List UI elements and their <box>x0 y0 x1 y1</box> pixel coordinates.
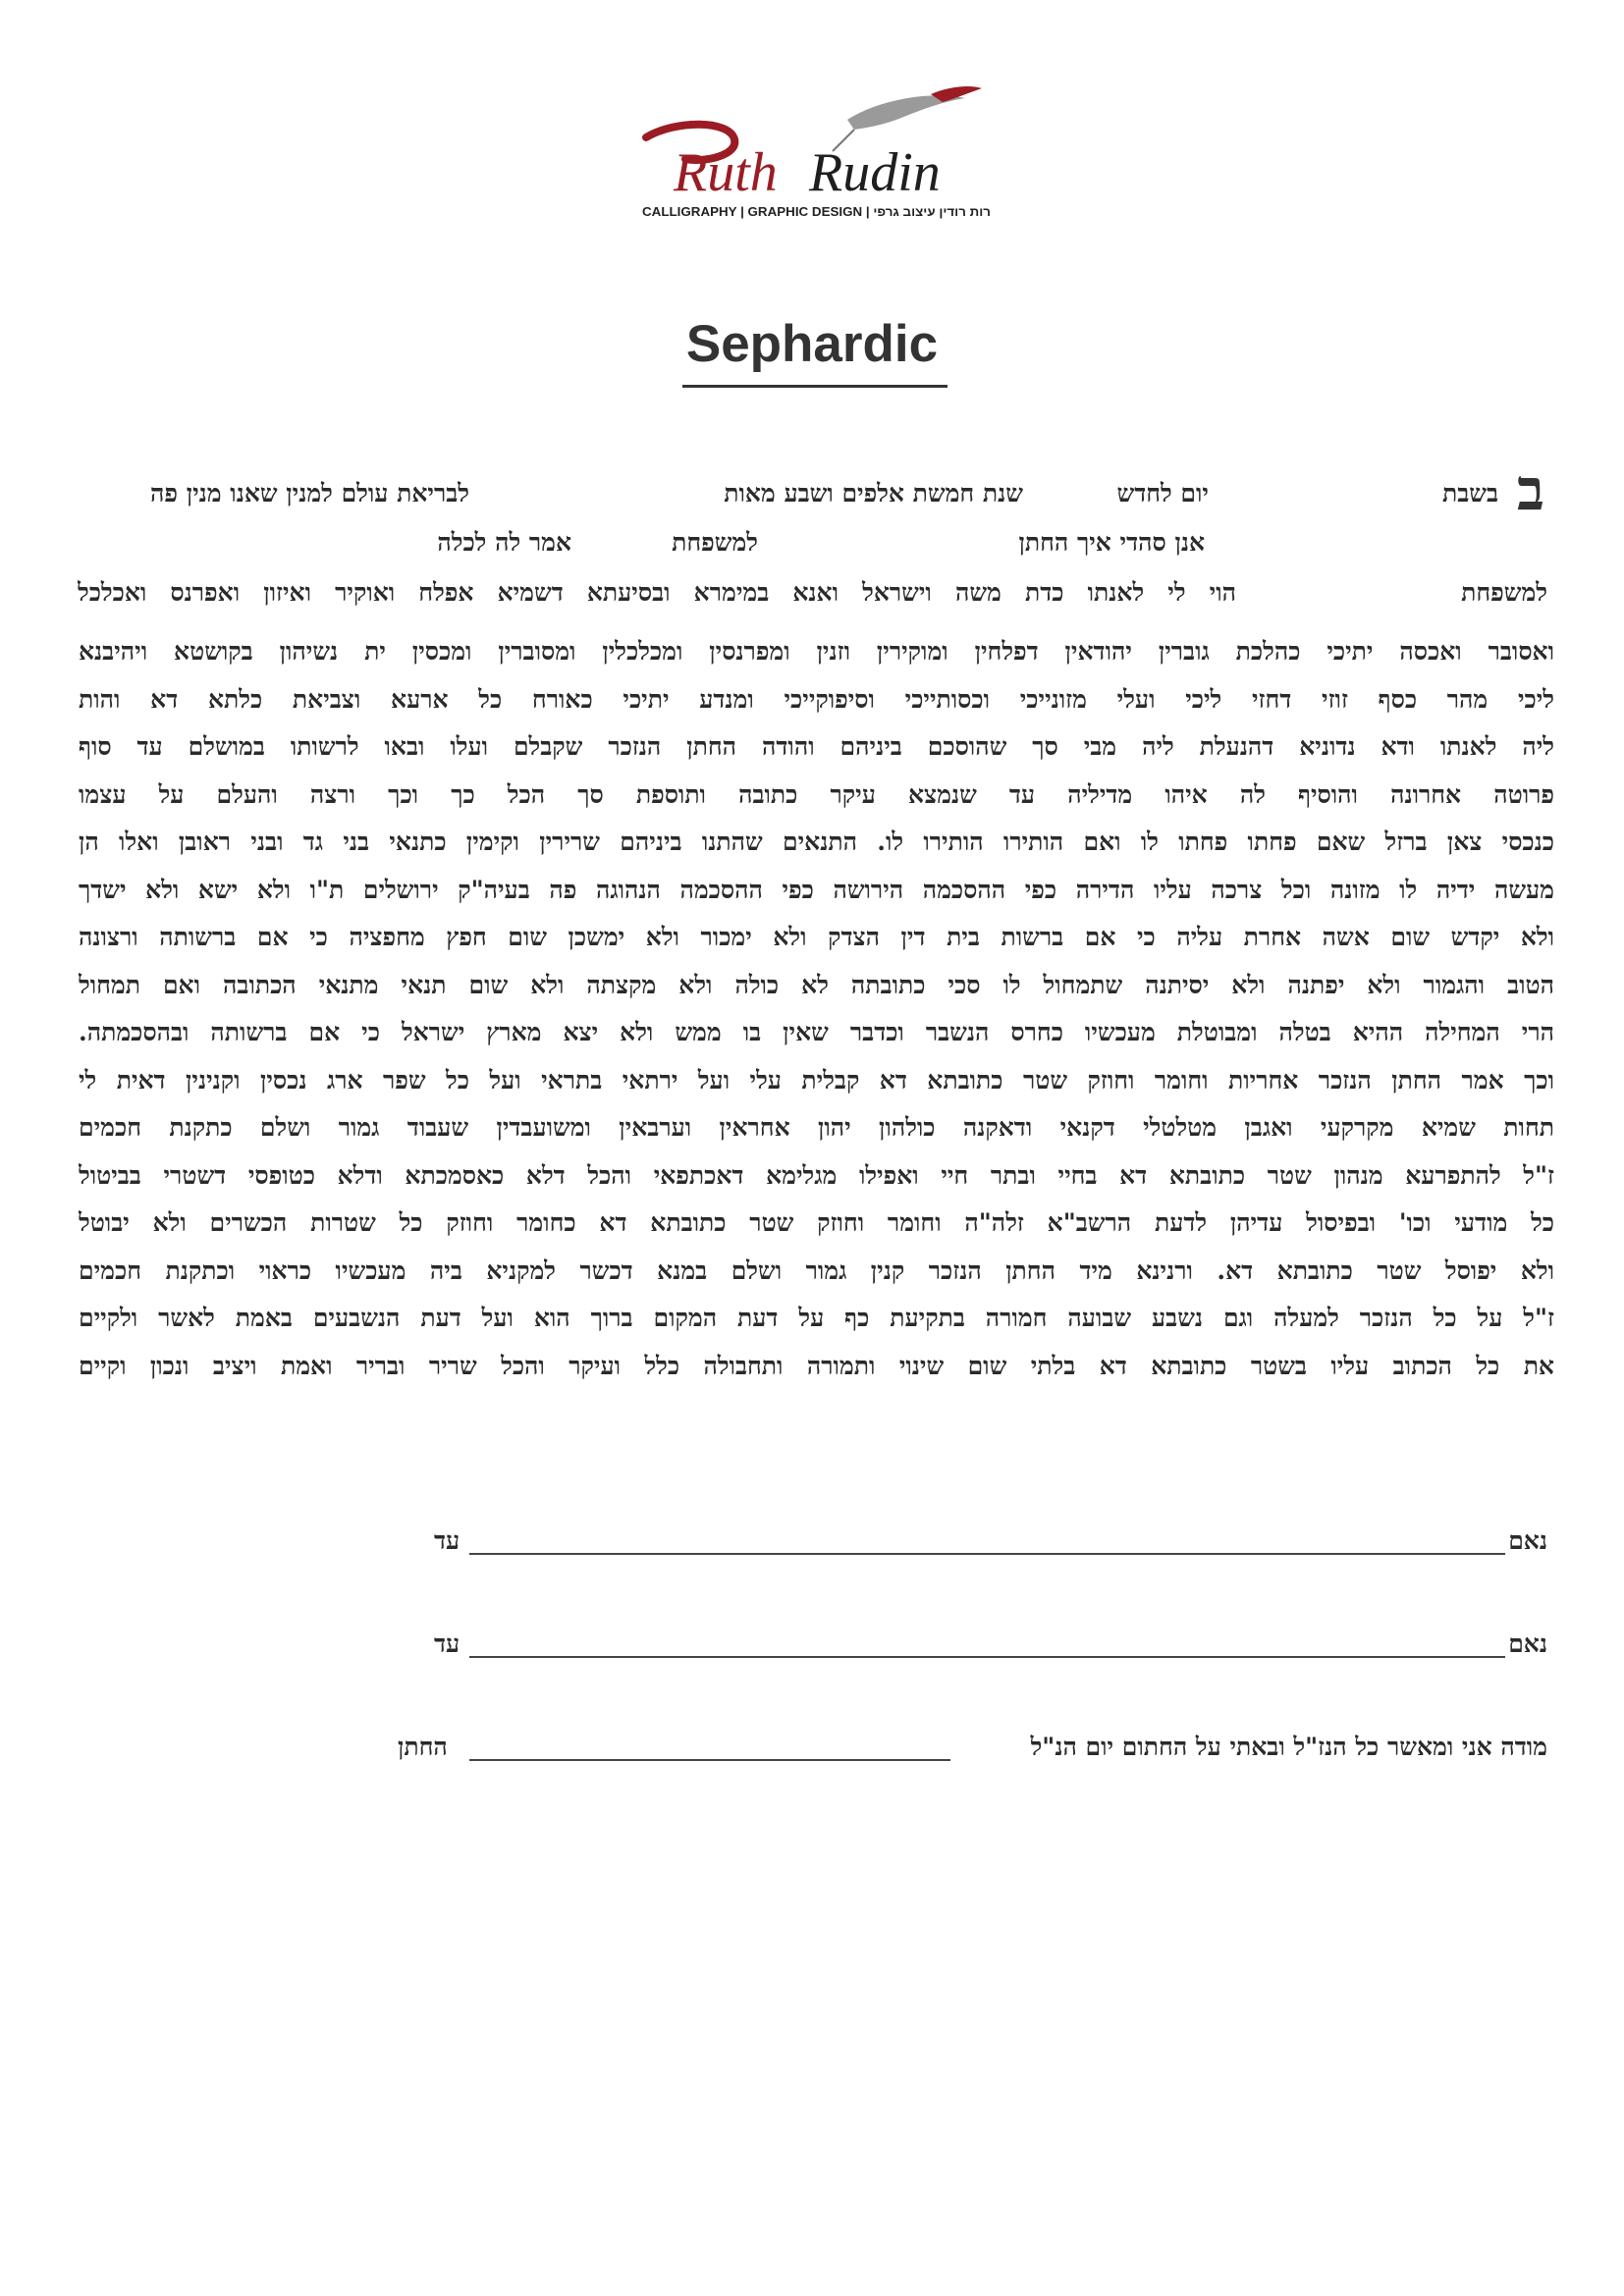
header-line2-b: למשפחת <box>672 528 758 557</box>
header-line3-b: הוי לי לאנתו כדת משה וישראל ואנא במימרא ובסיעתא דשמיא אפלח ואוקיר ואיזון ואפרנס ואכלכל <box>78 578 1236 607</box>
body-line: ז"ל להתפרעא מנהון שטר כתובתא דא בחיי ובתר חיי ואפילו מגלימא דאכתפאי והכל דלא כאסמכתא ודלא כטופסי דשטרי בביטול <box>79 1160 1554 1190</box>
ketubah-body-text <box>79 628 1554 1390</box>
groom-statement: מודה אני ומאשר כל הנז"ל ובאתי על החתום יום הנ"ל <box>1030 1733 1547 1761</box>
witness1-label: עד <box>434 1526 460 1555</box>
body-line: כנכסי צאן ברזל שאם פחתו פחתו לו ואם הותירו הותירו לו. התנאים שהתנו ביניהם שרירין וקימין כתנאי בני גד ובני ראובן ואלו הן <box>79 828 1554 856</box>
logo-name-last: Rudin <box>809 142 941 203</box>
body-line: וכך אמר החתן הנזכר אחריות וחומר וחוזק שטר כתובתא דא קבלית עלי ועל ירתאי בתראי ועל כל שפר ארג נכסין וקנינין דאית לי <box>79 1065 1554 1095</box>
body-line: ולא יקדש שום אשה אחרת עליה כי אם ברשות בית דין הצדק ולא ימכור ולא ימשכן שום חפץ מחפציה כי אם ברשותה ורצונה <box>79 923 1554 951</box>
witness2-signature-line[interactable] <box>469 1656 1505 1658</box>
body-line: ליכי מהר כסף זוזי דחזי ליכי ועלי מזונייכי וכסותייכי וסיפוקייכי ומנדע יתיכי כאורח כל ארעא וצביאת כלתא דא והות <box>79 684 1554 714</box>
witness2-label: עד <box>434 1629 460 1658</box>
header-line1-d: לבריאת עולם למנין שאנו מנין פה <box>150 479 469 507</box>
header-line1-c: שנת חמשת אלפים ושבע מאות <box>724 479 1023 507</box>
body-line: ליה לאנתו ודא נדוניא דהנעלת ליה מבי סך שהוסכם ביניהם והודה החתן הנזכר שקבלם ועלו ובאו לרשותו במושלם עד סוף <box>79 732 1554 761</box>
ruth-rudin-logo <box>636 80 1000 228</box>
body-line: מעשה ידיה לו מזונה וכל צרכה עליו הדירה כפי ההסכמה הירושה כפי ההסכמה הנהוגה פה בעיה"ק ירושלים ת"ו ולא ישא ולא ישדך <box>79 875 1554 904</box>
header-line2-a: אנן סהדי איך החתן <box>1018 528 1205 557</box>
witness1-name-label: נאם <box>1508 1526 1547 1555</box>
groom-label: החתן <box>398 1733 448 1761</box>
body-line: ז"ל על כל הנזכר למעלה וגם נשבע שבועה חמורה בתקיעת כף על דעת המקום ברוך הוא ועל דעת הנשבעים באמת לאשר ולקיים <box>79 1304 1554 1332</box>
groom-signature-line[interactable] <box>469 1759 950 1761</box>
body-line: ולא יפוסל שטר כתובתא דא. ורנינא מיד החתן הנזכר קנין גמור ושלם במנא דכשר למקניא ביה מעכשיו כראוי וכתקנת חכמים <box>79 1255 1554 1285</box>
body-line: הטוב והגמור ולא יפתנה ולא יסיתנה שתמחול לו סכי כתובתה לא כולה ולא מקצתה ולא שום תנאי מתנאי הכתובה ואם תמחול <box>79 970 1554 999</box>
witness2-name-label: נאם <box>1508 1629 1547 1658</box>
header-line3-a: למשפחת <box>1461 578 1547 607</box>
logo-name-first: Ruth <box>674 142 778 203</box>
opening-letter: ב <box>1517 456 1544 523</box>
body-line: פרוטה אחרונה והוסיף לה איהו מדיליה עד שנמצא עיקר כתובה ותוספת סך הכל כך וכך ורצה והעלם על עצמו <box>79 779 1554 809</box>
title-underline <box>682 385 947 388</box>
header-line2-c: אמר לה לכלה <box>437 528 571 557</box>
header-line1-b: יום לחדש <box>1116 479 1209 507</box>
body-line: תחות שמיא מקרקעי ואגבן מטלטלי דקנאי ודאקנה כולהון יהון אחראין וערבאין ומשועבדין שעבוד גמור ושלם כתקנת חכמים <box>79 1113 1554 1142</box>
logo-tagline: CALLIGRAPHY | GRAPHIC DESIGN | רות רודין עיצוב גרפי <box>642 205 984 219</box>
body-line: את כל הכתוב עליו בשטר כתובתא דא בלתי שום שינוי ותמורה ותחבולה כלל ועיקר והכל שריר ובריר ואמת ויציב ונכון וקיים <box>79 1351 1554 1380</box>
witness1-signature-line[interactable] <box>469 1553 1505 1555</box>
body-line: הרי המחילה ההיא בטלה ומבוטלת מעכשיו כחרס הנשבר וכדבר שאין בו ממש ולא יצא מארץ ישראל כי אם ברשותה ובהסכמתה. <box>79 1018 1554 1046</box>
body-line: ואסובר ואכסה יתיכי כהלכת גוברין יהודאין דפלחין ומוקירין וזנין ומפרנסין ומכלכלין ומסוברין ומכסין ית נשיהון בקושטא ויהיבנא <box>79 637 1554 666</box>
document-title: Sephardic <box>685 315 939 373</box>
body-line: כל מודעי וכו' ובפיסול עדיהן לדעת הרשב"א זלה"ה וחומר וחוזק שטר כתובתא דא כחומר וחוזק כל שטרות הכשרים ולא יבוטל <box>79 1208 1554 1237</box>
logo-graphic <box>636 80 1000 228</box>
header-line1-a: בשבת <box>1441 479 1498 507</box>
